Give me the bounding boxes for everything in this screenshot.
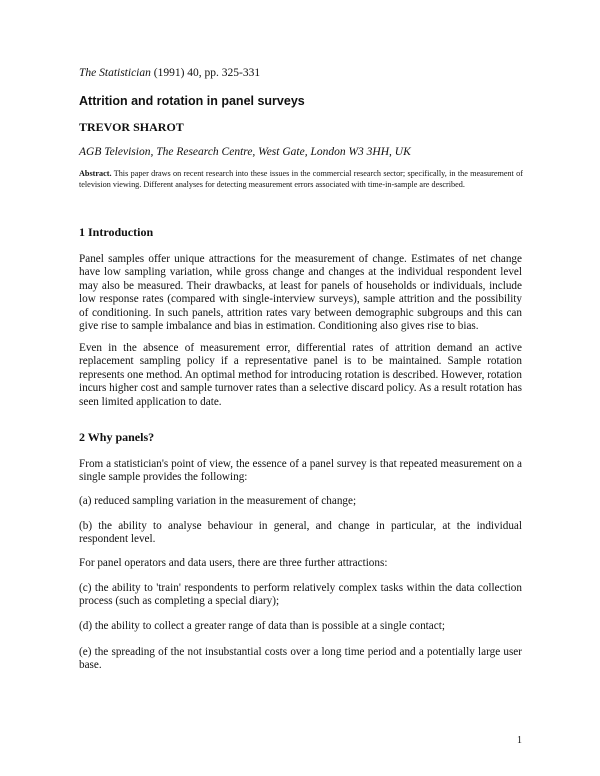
abstract-label: Abstract. (79, 169, 112, 178)
list-item: (e) the spreading of the not insubstantial costs over a long time period and a potentially large user base. (79, 646, 522, 672)
journal-volume-pages: (1991) 40, pp. 325-331 (150, 67, 261, 79)
list-item: (d) the ability to collect a greater range of data than is possible at a single contact; (79, 620, 445, 632)
paragraph: From a statistician's point of view, the essence of a panel survey is that repeated measurement on a single sample provides the following: (79, 458, 522, 484)
journal-citation (79, 67, 260, 79)
page-number: 1 (517, 735, 522, 746)
paper-title: Attrition and rotation in panel surveys (79, 94, 305, 108)
abstract (79, 169, 523, 190)
paragraph: Panel samples offer unique attractions for the measurement of change. Estimates of net change have low sampling variation, while gross change and changes at the individual respondent level may also be measured. Their drawbacks, at least for panels of households or individuals, include low response rates (compared with single-interview surveys), sample attrition and the possibility of conditioning. In such panels, attrition rates vary between demographic subgroups and this can give rise to sample imbalance and bias in estimation. Conditioning also gives rise to bias. (79, 253, 522, 333)
section-heading-introduction: 1 Introduction (79, 225, 154, 239)
list-item: (a) reduced sampling variation in the measurement of change; (79, 495, 357, 507)
paragraph: Even in the absence of measurement error, differential rates of attrition demand an active replacement sampling policy if a representative panel is to be maintained. Sample rotation represents one method. An optimal method for introducing rotation is described. However, rotation incurs higher cost and sample turnover rates than a selective discard policy. As a result rotation has seen limited application to date. (79, 342, 522, 408)
author-affiliation: AGB Television, The Research Centre, West Gate, London W3 3HH, UK (79, 146, 411, 158)
author-name: TREVOR SHAROT (79, 120, 184, 134)
list-item: (b) the ability to analyse behaviour in general, and change in particular, at the individual respondent level. (79, 520, 522, 546)
journal-name: The Statistician (79, 67, 151, 79)
section-heading-why-panels: 2 Why panels? (79, 430, 155, 444)
abstract-text: This paper draws on recent research into these issues in the commercial research sector; specifically, in the measurement of television viewing. Different analyses for detecting measurement errors associated with time-in-sample are described. (79, 169, 523, 189)
list-item: (c) the ability to 'train' respondents to perform relatively complex tasks within the data collection process (such as completing a special diary); (79, 582, 522, 608)
paragraph: For panel operators and data users, there are three further attractions: (79, 557, 388, 569)
